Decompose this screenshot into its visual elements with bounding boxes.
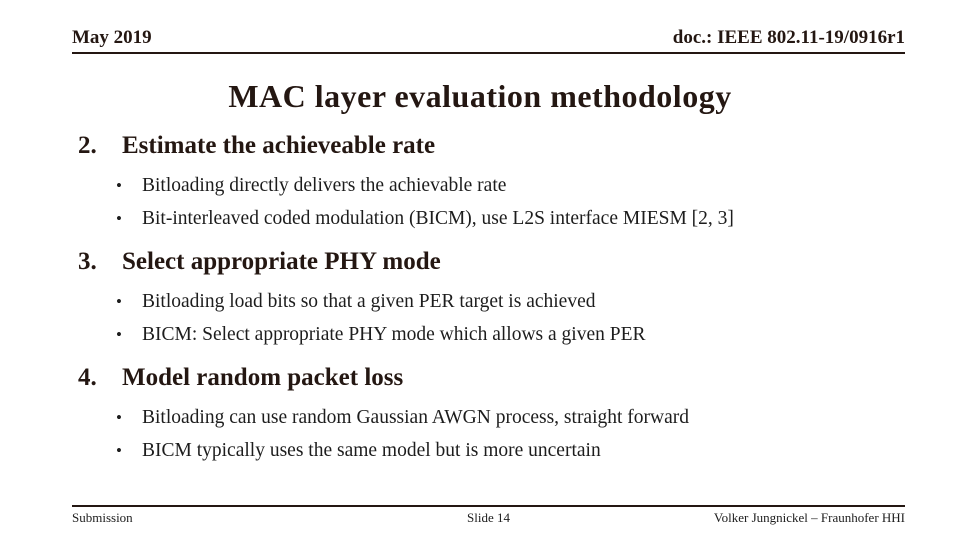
bullet-icon: •: [116, 325, 122, 344]
bullet-icon: •: [116, 408, 122, 427]
footer-slide-number: Slide 14: [467, 510, 510, 525]
bullet-item: [78, 401, 920, 434]
bullet-item: [78, 434, 920, 467]
bullet-item: [78, 285, 920, 318]
slide-title: MAC layer evaluation methodology: [228, 78, 732, 114]
bullet-text: Bitloading can use random Gaussian AWGN process, straight forward: [142, 407, 690, 428]
section-select-phy-mode: [78, 247, 920, 351]
bullet-icon: •: [116, 209, 122, 228]
slide-content: [78, 131, 920, 477]
section-heading-text: Select appropriate PHY mode: [122, 248, 441, 275]
bullet-list: [78, 285, 920, 351]
section-number: 4.: [78, 364, 97, 391]
bullet-text: Bitloading load bits so that a given PER target is achieved: [142, 291, 596, 312]
bullet-text: BICM typically uses the same model but is more uncertain: [142, 440, 601, 461]
header-date: May 2019: [72, 27, 152, 48]
bullet-list: [78, 401, 920, 467]
section-heading: [78, 247, 920, 277]
section-heading: [78, 363, 920, 393]
section-estimate-rate: [78, 131, 920, 235]
section-model-packet-loss: [78, 363, 920, 467]
bullet-icon: •: [116, 176, 122, 195]
header-doc-id: doc.: IEEE 802.11-19/0916r1: [672, 27, 905, 48]
section-number: 2.: [78, 132, 97, 159]
bullet-item: [78, 169, 920, 202]
section-heading-text: Estimate the achieveable rate: [122, 132, 436, 159]
bullet-text: BICM: Select appropriate PHY mode which allows a given PER: [142, 324, 646, 345]
bullet-text: Bitloading directly delivers the achievable rate: [142, 175, 507, 196]
section-number: 3.: [78, 248, 97, 275]
bullet-icon: •: [116, 441, 122, 460]
bullet-list: [78, 169, 920, 235]
footer-author: Volker Jungnickel – Fraunhofer HHI: [713, 510, 906, 525]
bullet-icon: •: [116, 292, 122, 311]
bullet-text: Bit-interleaved coded modulation (BICM), use L2S interface MIESM [2, 3]: [142, 208, 734, 229]
bullet-item: [78, 318, 920, 351]
slide-header: [72, 27, 905, 54]
section-heading-text: Model random packet loss: [122, 364, 404, 391]
slide-footer: [72, 505, 905, 526]
bullet-item: [78, 202, 920, 235]
footer-submission: Submission: [72, 510, 133, 525]
section-heading: [78, 131, 920, 161]
